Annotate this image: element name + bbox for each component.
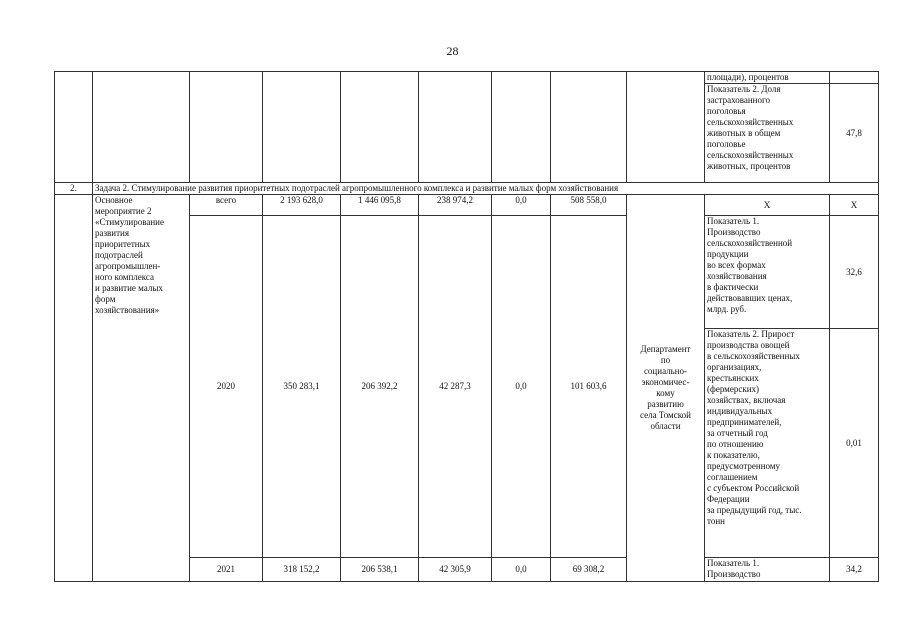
period-cell: всего [190,195,263,216]
period-cell: 2021 [190,558,263,582]
table-row [55,195,879,216]
program-table [54,71,879,582]
indicator-value: 34,2 [830,558,879,582]
federal-cell: 1 446 095,8 [341,195,419,216]
other-cell: 508 558,0 [551,195,627,216]
indicator-name: Показатель 1. Производство сельскохозяйственной продукции во всех формах хозяйствования в фактически действовавших ценах, млрд. руб. [705,216,830,329]
regional-cell: 42 287,3 [419,216,492,558]
total-cell: 318 152,2 [263,558,341,582]
total-cell: 350 283,1 [263,216,341,558]
indicator-name: площади), процентов [705,72,830,84]
indicator-value: Х [830,195,879,216]
period-cell: 2020 [190,216,263,558]
indicator-name: Показатель 2. Прирост производства овощей в сельскохозяйственных организациях, крестьянских (фермерских) хозяйствах, включая индивидуальных предпринимателей, за отчетный год по отношению к показателю, предусмотренному соглашением с субъектом Российской Федерации за предыдущий год, тыс. тонн [705,329,830,558]
task-number: 2. [55,183,93,195]
total-cell: 2 193 628,0 [263,195,341,216]
federal-cell: 206 392,2 [341,216,419,558]
indicator-name: Х [705,195,830,216]
local-cell: 0,0 [492,216,551,558]
responsible-executor: Департамент по социально- экономичес- кому развитию села Томской области [627,195,705,582]
other-cell: 101 603,6 [551,216,627,558]
indicator-value: 47,8 [830,84,879,183]
indicator-value: 32,6 [830,216,879,329]
table-row [55,72,879,84]
indicator-value: 0,01 [830,329,879,558]
regional-cell: 238 974,2 [419,195,492,216]
local-cell: 0,0 [492,195,551,216]
other-cell: 69 308,2 [551,558,627,582]
page-number: 28 [446,44,459,58]
task-row [55,183,879,195]
regional-cell: 42 305,9 [419,558,492,582]
measure-name: Основное мероприятие 2 «Стимулирование развития приоритетных подотраслей агропромышлен- ного комплекса и развитие малых форм хозяйствования» [93,195,190,582]
federal-cell: 206 538,1 [341,558,419,582]
task-title: Задача 2. Стимулирование развития приоритетных подотраслей агропромышленного комплекса и развитие малых форм хозяйствования [93,183,879,195]
indicator-name: Показатель 2. Доля застрахованного поголовья сельскохозяйственных животных в общем поголовье сельскохозяйственных животных, процентов [705,84,830,183]
local-cell: 0,0 [492,558,551,582]
indicator-name: Показатель 1. Производство [705,558,830,582]
